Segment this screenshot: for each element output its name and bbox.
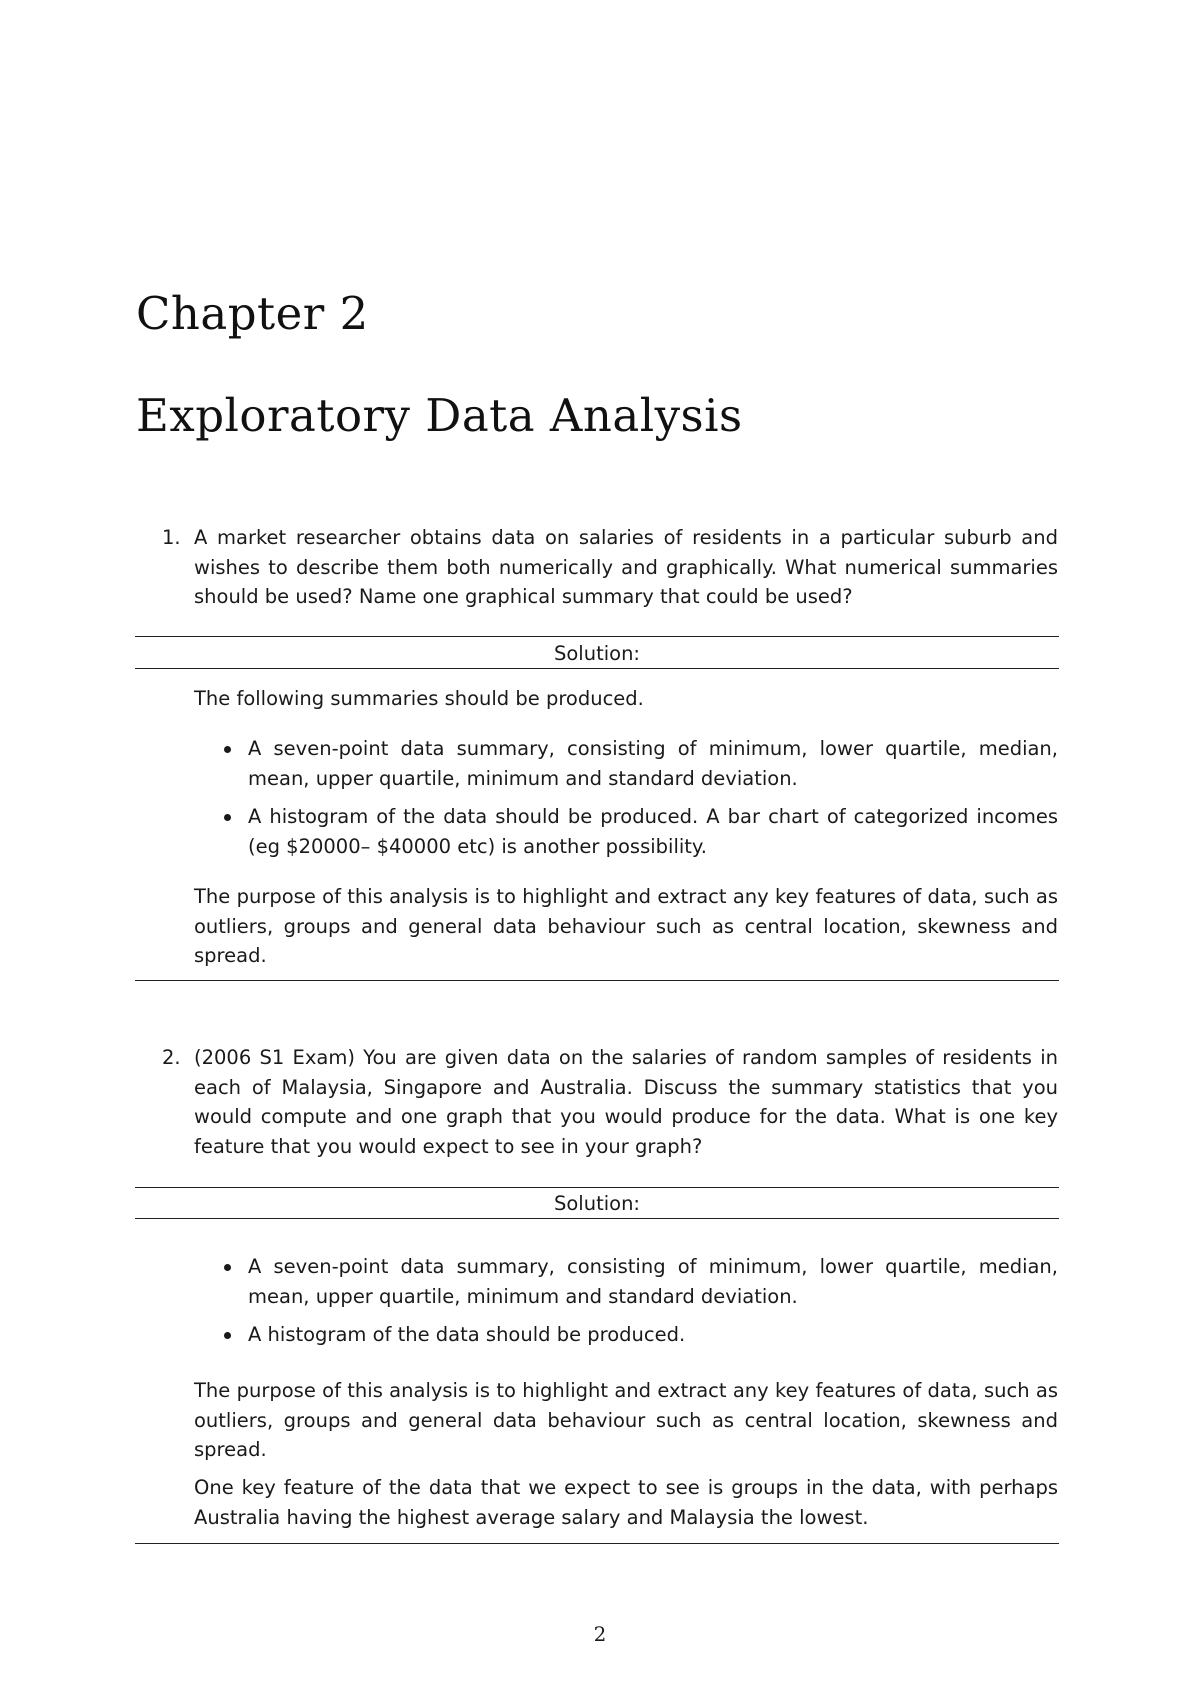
list-item — [194, 802, 1058, 861]
question-number: 2. — [162, 1046, 181, 1069]
bullet-icon — [224, 746, 231, 753]
solution-paragraph: The purpose of this analysis is to highlight and extract any key features of data, such as outliers, groups and general data behaviour such as central location, skewness and spread. — [194, 885, 1058, 967]
list-item — [194, 1320, 1058, 1350]
solution-top-rule — [135, 636, 1059, 637]
page-number: 2 — [593, 1622, 607, 1646]
chapter-label: Chapter 2 — [136, 287, 369, 340]
bullet-text: A seven-point data summary, consisting of minimum, lower quartile, median, mean, upper quartile, minimum and standard deviation. — [248, 1255, 1058, 1308]
bullet-icon — [224, 1264, 231, 1271]
bullet-text: A seven-point data summary, consisting of minimum, lower quartile, median, mean, upper quartile, minimum and standard deviation. — [248, 737, 1058, 790]
solution-bottom-rule — [135, 1218, 1059, 1219]
question-text: (2006 S1 Exam) You are given data on the salaries of random samples of residents in each of Malaysia, Singapore and Australia. Discuss the summary statistics that you would compute and one graph that you would produce for the data. What is one key feature that you would expect to see in your graph? — [194, 1046, 1058, 1158]
solution-intro: The following summaries should be produced. — [194, 687, 644, 710]
chapter-title: Exploratory Data Analysis — [136, 389, 743, 442]
question-number: 1. — [162, 526, 181, 549]
bullet-text: A histogram of the data should be produced. — [248, 1323, 686, 1346]
solution-end-rule — [135, 980, 1059, 981]
solution-bottom-rule — [135, 668, 1059, 669]
solution-label: Solution: — [553, 1192, 640, 1215]
bullet-icon — [224, 1332, 231, 1339]
solution-paragraph: The purpose of this analysis is to highlight and extract any key features of data, such as outliers, groups and general data behaviour such as central location, skewness and spread. — [194, 1379, 1058, 1461]
solution-label: Solution: — [553, 642, 640, 665]
question-text: A market researcher obtains data on salaries of residents in a particular suburb and wishes to describe them both numerically and graphically. What numerical summaries should be used? Name one graphical summary that could be used? — [194, 526, 1058, 608]
bullet-icon — [224, 814, 231, 821]
solution-bullet-list — [194, 1252, 1058, 1350]
list-item — [194, 1252, 1058, 1311]
list-item — [194, 734, 1058, 793]
solution-end-rule — [135, 1543, 1059, 1544]
bullet-text: A histogram of the data should be produced. A bar chart of categorized incomes (eg $20000– $40000 etc) is another possibility. — [248, 805, 1058, 858]
solution-paragraph: One key feature of the data that we expect to see is groups in the data, with perhaps Australia having the highest average salary and Malaysia the lowest. — [194, 1476, 1058, 1529]
solution-bullet-list — [194, 734, 1058, 861]
solution-top-rule — [135, 1187, 1059, 1188]
